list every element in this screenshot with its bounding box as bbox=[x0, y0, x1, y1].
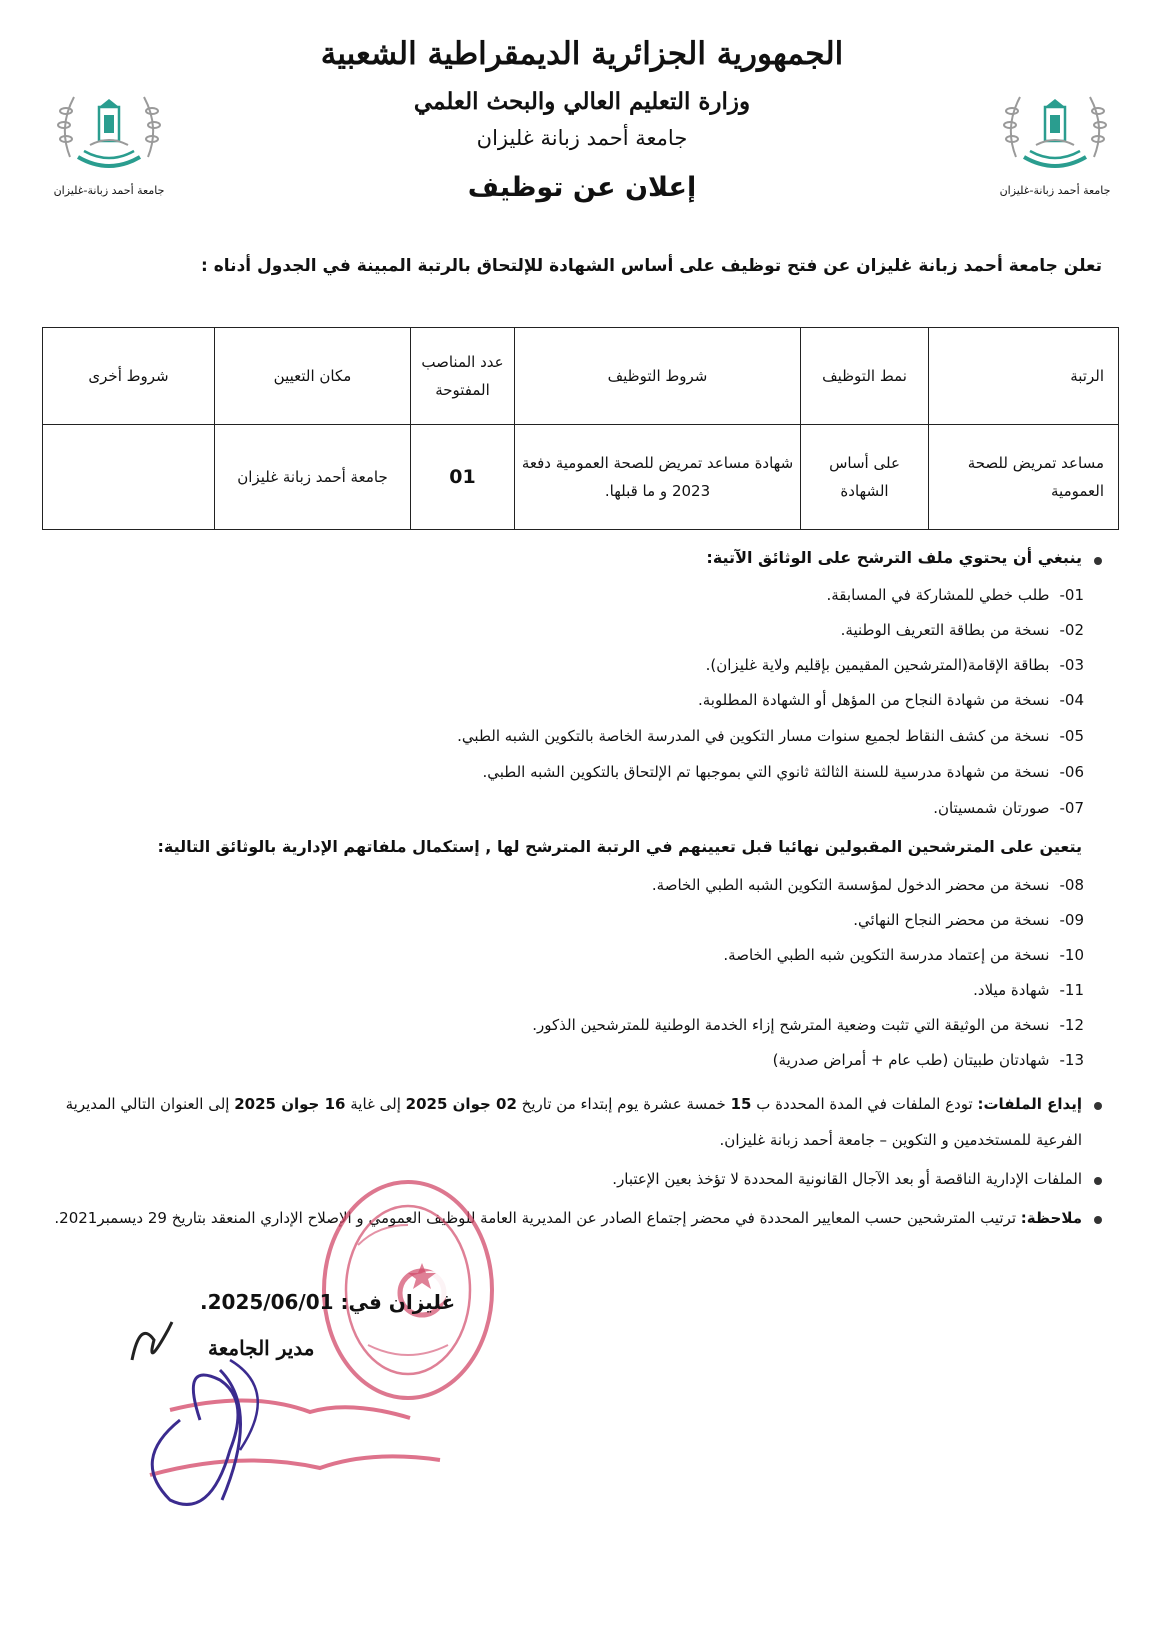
header-rank: الرتبة bbox=[929, 328, 1119, 425]
logo-caption: جامعة أحمد زبانة-غليزان bbox=[999, 184, 1111, 197]
bullet-icon bbox=[1094, 1102, 1102, 1110]
list-item bbox=[44, 911, 1084, 929]
header-location: مكان التعيين bbox=[215, 328, 411, 425]
cell-positions: 01 bbox=[411, 425, 515, 530]
list-item bbox=[44, 981, 1084, 999]
laurel-logo-icon bbox=[50, 77, 168, 177]
ministry-title: وزارة التعليم العالي والبحث العلمي bbox=[413, 88, 751, 115]
list-item bbox=[44, 799, 1084, 817]
item-number: 10- bbox=[1059, 946, 1084, 964]
remark-label: ملاحظة: bbox=[1020, 1209, 1082, 1227]
list-item bbox=[44, 946, 1084, 964]
item-text: نسخة من محضر الدخول لمؤسسة التكوين الشبه الطبي الخاصة. bbox=[651, 876, 1050, 894]
deposit-text: إلى العنوان التالي المديرية الفرعية للمستخدمين و التكوين – جامعة أحمد زبانة غليزان. bbox=[65, 1095, 1082, 1149]
logo-caption: جامعة أحمد زبانة-غليزان bbox=[53, 184, 165, 197]
list-item bbox=[44, 763, 1084, 781]
item-number: 02- bbox=[1059, 621, 1084, 639]
handwritten-signature-icon bbox=[110, 1300, 530, 1530]
deposit-paragraph bbox=[42, 1086, 1082, 1158]
university-logo-right bbox=[996, 77, 1114, 207]
remark-text: ترتيب المترشحين حسب المعايير المحددة في محضر إجتماع الصادر عن المديرية العامة للوظيف العمومي و الإصلاح الإداري المنعقد بتاريخ 29 ديسمبر2021. bbox=[54, 1209, 1021, 1227]
list-item bbox=[44, 876, 1084, 894]
bullet-icon bbox=[1094, 557, 1102, 565]
item-text: شهادة ميلاد. bbox=[973, 981, 1050, 999]
cell-location: جامعة أحمد زبانة غليزان bbox=[215, 425, 411, 530]
cell-conditions: شهادة مساعد تمريض للصحة العمومية دفعة 2023 و ما قبلها. bbox=[515, 425, 801, 530]
item-text: نسخة من الوثيقة التي تثبت وضعية المترشح إزاء الخدمة الوطنية للمترشحين الذكور. bbox=[532, 1016, 1050, 1034]
bullet-icon bbox=[1094, 1216, 1102, 1224]
list-item bbox=[44, 656, 1084, 674]
university-logo-left bbox=[50, 77, 168, 207]
item-text: نسخة من شهادة مدرسية للسنة الثالثة ثانوي التي بموجبها تم الإلتحاق بالتكوين الشبه الطبي. bbox=[482, 763, 1050, 781]
document-header bbox=[0, 22, 1164, 222]
deposit-text: تودع الملفات في المدة المحددة ب bbox=[751, 1095, 978, 1113]
bullet-icon bbox=[1094, 1177, 1102, 1185]
item-number: 13- bbox=[1059, 1051, 1084, 1069]
item-number: 06- bbox=[1059, 763, 1084, 781]
documents-heading: ينبغي أن يحتوي ملف الترشح على الوثائق الآتية: bbox=[706, 548, 1082, 567]
laurel-logo-icon bbox=[996, 77, 1114, 177]
item-number: 08- bbox=[1059, 876, 1084, 894]
final-documents-heading: يتعين على المترشحين المقبولين نهائيا قبل تعيينهم في الرتبة المترشح لها , إستكمال ملفاتهم الإدارية بالوثائق التالية: bbox=[157, 837, 1082, 856]
item-number: 01- bbox=[1059, 586, 1084, 604]
item-number: 03- bbox=[1059, 656, 1084, 674]
list-item bbox=[44, 691, 1084, 709]
deposit-from-date: 02 جوان 2025 bbox=[405, 1095, 517, 1113]
item-number: 09- bbox=[1059, 911, 1084, 929]
item-text: طلب خطي للمشاركة في المسابقة. bbox=[826, 586, 1050, 604]
item-text: نسخة من إعتماد مدرسة التكوين شبه الطبي الخاصة. bbox=[723, 946, 1050, 964]
header-mode: نمط التوظيف bbox=[801, 328, 929, 425]
item-number: 11- bbox=[1059, 981, 1084, 999]
item-number: 05- bbox=[1059, 727, 1084, 745]
deposit-to-date: 16 جوان 2025 bbox=[234, 1095, 346, 1113]
item-text: بطاقة الإقامة(المترشحين المقيمين بإقليم ولاية غليزان). bbox=[705, 656, 1050, 674]
item-number: 07- bbox=[1059, 799, 1084, 817]
date-line: غليزان في: 2025/06/01. bbox=[200, 1290, 456, 1314]
deposit-text: إلى غاية bbox=[345, 1095, 406, 1113]
header-positions: عدد المناصب المفتوحة bbox=[411, 328, 515, 425]
item-number: 12- bbox=[1059, 1016, 1084, 1034]
item-number: 04- bbox=[1059, 691, 1084, 709]
jobs-table bbox=[42, 327, 1119, 530]
cell-rank: مساعد تمريض للصحة العمومية bbox=[929, 425, 1119, 530]
table-row bbox=[43, 425, 1119, 530]
header-conditions: شروط التوظيف bbox=[515, 328, 801, 425]
list-item bbox=[44, 1016, 1084, 1034]
announcement-title: إعلان عن توظيف bbox=[467, 172, 697, 203]
republic-title: الجمهورية الجزائرية الديمقراطية الشعبية bbox=[320, 36, 844, 72]
list-item bbox=[44, 727, 1084, 745]
item-text: صورتان شمسيتان. bbox=[933, 799, 1050, 817]
list-item bbox=[44, 621, 1084, 639]
item-text: نسخة من شهادة النجاح من المؤهل أو الشهادة المطلوبة. bbox=[697, 691, 1050, 709]
remark-paragraph bbox=[42, 1200, 1082, 1236]
university-title: جامعة أحمد زبانة غليزان bbox=[476, 126, 688, 150]
cell-other bbox=[43, 425, 215, 530]
deposit-text: خمسة عشرة يوم إبتداء من تاريخ bbox=[516, 1095, 731, 1113]
intro-sentence: تعلن جامعة أحمد زبانة غليزان عن فتح توظيف على أساس الشهادة للإلتحاق بالرتبة المبينة في الجدول أدناه : bbox=[201, 256, 1102, 276]
list-item bbox=[44, 586, 1084, 604]
deposit-label: إيداع الملفات: bbox=[977, 1095, 1082, 1113]
incomplete-note: الملفات الإدارية الناقصة أو بعد الآجال القانونية المحددة لا تؤخذ بعين الإعتبار. bbox=[612, 1170, 1082, 1188]
director-title: مدير الجامعة bbox=[208, 1336, 315, 1360]
header-other: شروط أخرى bbox=[43, 328, 215, 425]
cell-mode: على أساس الشهادة bbox=[801, 425, 929, 530]
item-text: نسخة من محضر النجاح النهائي. bbox=[853, 911, 1050, 929]
item-text: شهادتان طبيتان (طب عام + أمراض صدرية) bbox=[772, 1051, 1050, 1069]
table-header-row bbox=[43, 328, 1119, 425]
item-text: نسخة من كشف النقاط لجميع سنوات مسار التكوين في المدرسة الخاصة بالتكوين الشبه الطبي. bbox=[457, 727, 1050, 745]
deposit-days: 15 bbox=[730, 1095, 752, 1113]
list-item bbox=[44, 1051, 1084, 1069]
item-text: نسخة من بطاقة التعريف الوطنية. bbox=[840, 621, 1050, 639]
